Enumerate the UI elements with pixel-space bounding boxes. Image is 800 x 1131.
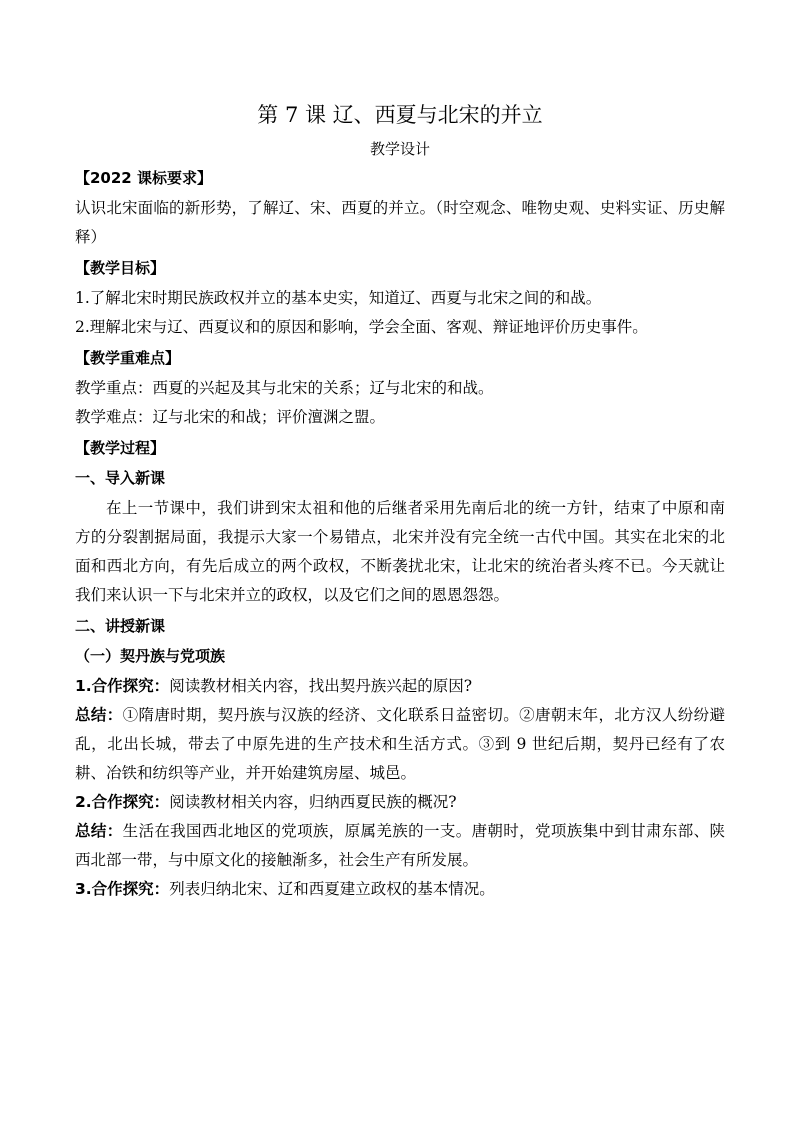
summary-2-label: 总结：	[75, 822, 123, 840]
question-2	[75, 788, 725, 817]
standard-text: 认识北宋面临的新形势，了解辽、宋、西夏的并立。（时空观念、唯物史观、史料实证、历史解释）	[75, 199, 725, 246]
page-title: 第 7 课 辽、西夏与北宋的并立	[257, 103, 543, 127]
goal-item-1: 1.了解北宋时期民族政权并立的基本史实，知道辽、西夏与北宋之间的和战。	[75, 289, 602, 307]
summary-2	[75, 817, 725, 875]
question-1-label: 1.合作探究：	[75, 677, 170, 695]
summary-1	[75, 701, 725, 788]
question-1-text: 阅读教材相关内容，找出契丹族兴起的原因?	[169, 677, 472, 695]
key-difficulty: 教学难点：辽与北宋的和战；评价澶渊之盟。	[75, 408, 386, 426]
question-3-label: 3.合作探究：	[75, 880, 170, 898]
summary-1-label: 总结：	[75, 706, 123, 724]
standard-heading: 【2022 课标要求】	[75, 169, 212, 187]
process-heading: 【教学过程】	[75, 439, 166, 457]
summary-1-text: ①隋唐时期，契丹族与汉族的经济、文化联系日益密切。②唐朝末年，北方汉人纷纷避乱，北出长城，带去了中原先进的生产技术和生活方式。③到 9 世纪后期，契丹已经有了农耕、冶铁和纺织等产业，并开始建筑房屋、城邑。	[75, 706, 725, 782]
part2-heading: 二、讲授新课	[75, 617, 166, 635]
sub1-heading: （一）契丹族与党项族	[75, 647, 226, 665]
document-content	[75, 100, 725, 904]
part1-heading: 一、导入新课	[75, 469, 166, 487]
part1-intro-text: 在上一节课中，我们讲到宋太祖和他的后继者采用先南后北的统一方针，结束了中原和南方的分裂割据局面，我提示大家一个易错点，北宋并没有完全统一古代中国。其实在北宋的北面和西北方向，有先后成立的两个政权，不断袭扰北宋，让北宋的统治者头疼不已。今天就让我们来认识一下与北宋并立的政权，以及它们之间的恩恩怨怨。	[75, 499, 725, 604]
keypoints-heading: 【教学重难点】	[75, 349, 181, 367]
question-1	[75, 672, 725, 701]
question-2-text: 阅读教材相关内容，归纳西夏民族的概况?	[169, 793, 457, 811]
question-3-text: 列表归纳北宋、辽和西夏建立政权的基本情况。	[169, 880, 495, 898]
question-3	[75, 875, 725, 904]
key-focus: 教学重点：西夏的兴起及其与北宋的关系；辽与北宋的和战。	[75, 379, 494, 397]
page-subtitle: 教学设计	[369, 140, 430, 158]
summary-2-text: 生活在我国西北地区的党项族，原属羌族的一支。唐朝时，党项族集中到甘肃东部、陕西北部一带，与中原文化的接触渐多，社会生产有所发展。	[75, 822, 725, 869]
goals-heading: 【教学目标】	[75, 259, 166, 277]
question-2-label: 2.合作探究：	[75, 793, 170, 811]
goal-item-2: 2.理解北宋与辽、西夏议和的原因和影响，学会全面、客观、辩证地评价历史事件。	[75, 318, 648, 336]
